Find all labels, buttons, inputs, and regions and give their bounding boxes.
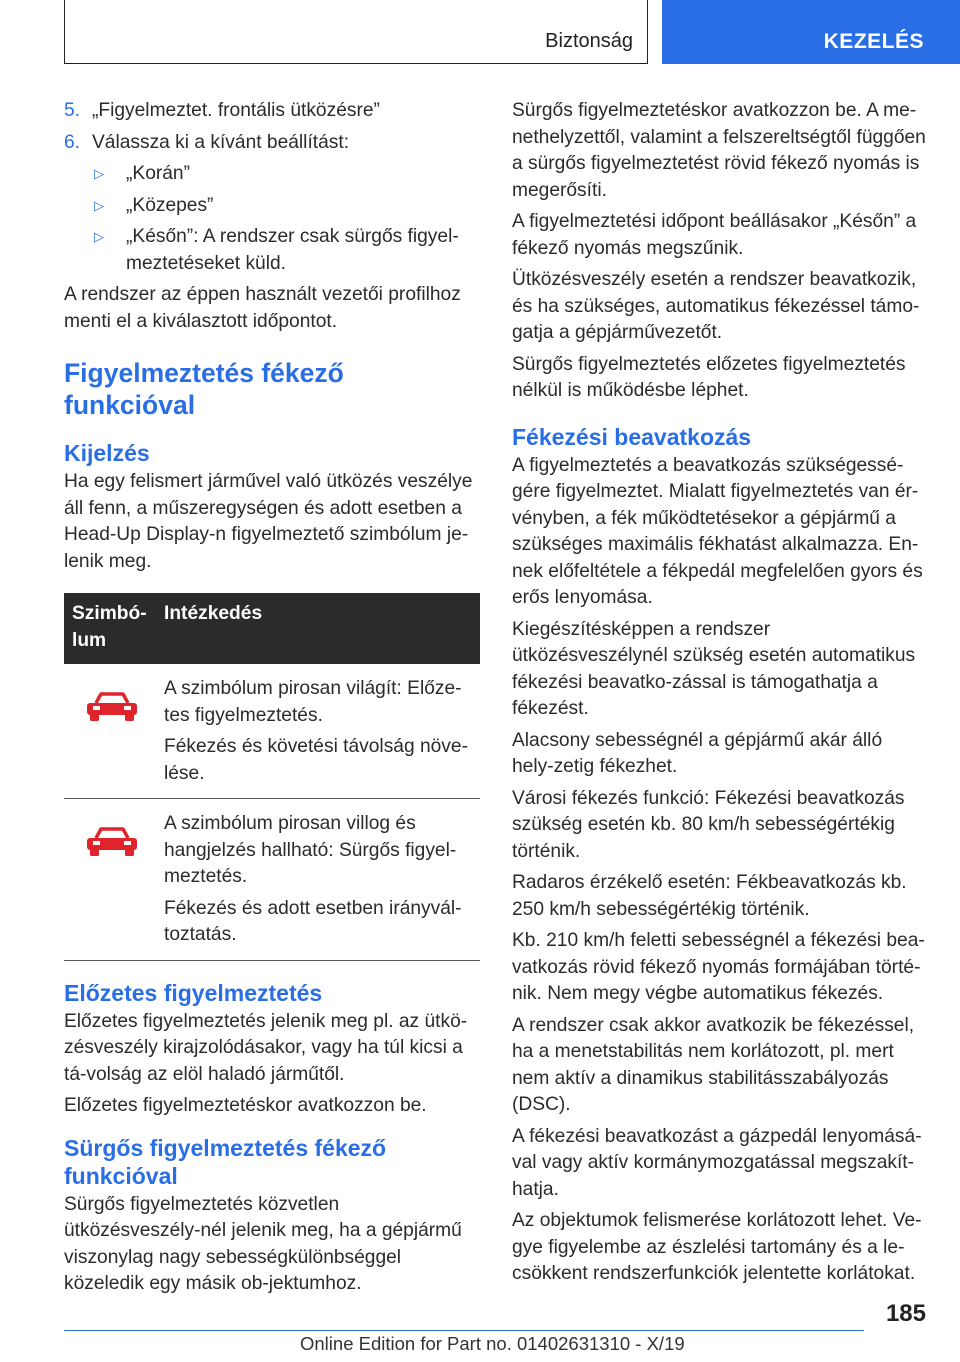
chapter-title: KEZELÉS bbox=[823, 30, 924, 53]
option-text: „Korán” bbox=[126, 163, 190, 184]
paragraph: Sürgős figyelmeztetéskor avatkozzon be. A me-nethelyzettől, valamint a felszereltségtől függően a sürgős figyelmeztetést rövid fékező nyomás is megerősíti. bbox=[512, 100, 926, 201]
footer-divider bbox=[64, 1330, 864, 1331]
paragraph: Radaros érzékelő esetén: Fékbeavatkozás kb. 250 km/h sebességértékig történik. bbox=[512, 872, 907, 920]
table-text: A szimbólum pirosan villog és hangjelzés hallható: Sürgős figyel-meztetés. bbox=[164, 813, 457, 887]
paragraph: A figyelmeztetési időpont beállásakor „Későn” a fékező nyomás megszűnik. bbox=[512, 211, 917, 259]
option-item bbox=[92, 161, 480, 188]
red-car-icon bbox=[64, 676, 164, 792]
list-number: 6. bbox=[64, 131, 81, 153]
paragraph: Az objektumok felismerése korlátozott lehet. Ve-gye figyelembe az észlelési tartomány és a le-csökkent rendszerfunkciók jelentette korlátokat. bbox=[512, 1210, 922, 1284]
option-text: „Közepes” bbox=[126, 194, 214, 216]
paragraph: A rendszer csak akkor avatkozik be fékezéssel, ha a menetstabilitás nem korlátozott, pl. mert nem aktív a dinamikus stabilitásszabályozás (DSC). bbox=[512, 1014, 915, 1115]
heading-urgent-warning: Sürgős figyelmeztetés fékező funkcióval bbox=[64, 1134, 387, 1189]
paragraph: Alacsony sebességnél a gépjármű akár álló hely-zetig fékezhet. bbox=[512, 729, 883, 777]
table-col-action: Intézkedés bbox=[164, 603, 263, 624]
table-col-symbol: Szimbó-lum bbox=[72, 603, 147, 651]
heading-pre-warning: Előzetes figyelmeztetés bbox=[64, 979, 323, 1006]
left-column bbox=[64, 98, 480, 1303]
paragraph: A rendszer az éppen használt vezetői profilhoz menti el a kiválasztott időpontot. bbox=[64, 284, 461, 332]
paragraph: A fékezési beavatkozást a gázpedál lenyomásá-val vagy aktív kormánymozgatással megszakít-hatja. bbox=[512, 1125, 922, 1200]
table-row bbox=[64, 664, 480, 799]
triangle-bullet-icon: ▷ bbox=[94, 197, 104, 213]
triangle-bullet-icon: ▷ bbox=[94, 229, 104, 244]
list-item bbox=[64, 98, 480, 125]
table-row bbox=[64, 799, 480, 961]
table-cell-action bbox=[164, 811, 480, 954]
list-text: Válassza ki a kívánt beállítást: bbox=[92, 131, 350, 153]
section-title: Biztonság bbox=[545, 30, 633, 52]
table-text: Fékezés és követési távolság növe-lése. bbox=[164, 736, 468, 784]
paragraph: Előzetes figyelmeztetéskor avatkozzon be. bbox=[64, 1095, 427, 1116]
table-text: A szimbólum pirosan világít: Előze-tes figyelmeztetés. bbox=[164, 678, 462, 726]
heading-display: Kijelzés bbox=[64, 440, 150, 466]
list-item bbox=[64, 130, 480, 157]
heading-main: Figyelmeztetés fékező funkcióval bbox=[64, 358, 344, 420]
paragraph: Ütközésveszély esetén a rendszer beavatkozik, és ha szükséges, automatikus fékezéssel támo-gatja a gépjárművezetőt. bbox=[512, 269, 920, 343]
list-number: 5. bbox=[64, 100, 81, 121]
table-cell-action bbox=[164, 676, 480, 792]
paragraph: Kb. 210 km/h feletti sebességnél a fékezési bea-vatkozás rövid fékező nyomás formájában törté-nik. Nem megy végbe automatikus fékezés. bbox=[512, 930, 925, 1004]
paragraph: Városi fékezés funkció: Fékezési beavatkozás szükség esetén kb. 80 km/h sebességértékig történik. bbox=[512, 787, 905, 862]
option-item bbox=[92, 224, 480, 277]
paragraph: Sürgős figyelmeztetés közvetlen ütközésveszély-nél jelenik meg, ha a gépjármű viszonylag nagy sebességkülönbséggel közeledik egy másik ob-jektumhoz. bbox=[64, 1193, 462, 1294]
paragraph: Sürgős figyelmeztetés előzetes figyelmeztetés nélkül is működésbe léphet. bbox=[512, 353, 906, 401]
paragraph: A figyelmeztetés a beavatkozás szükségessé-gére figyelmeztet. Mialatt figyelmeztetés van ér-vényben, a fék működtetésekor a gépjármű a szükséges maximális fékhatást alkalmazza. En-nek előfeltétele a fékpedál megfelelően gyors és erős lenyomása. bbox=[512, 454, 923, 608]
paragraph: Ha egy felismert járművel való ütközés veszélye áll fenn, a műszeregységen és adott esetben a Head-Up Display-n figyelmeztető szimbólum je-lenik meg. bbox=[64, 471, 473, 572]
symbol-table bbox=[64, 593, 480, 961]
triangle-bullet-icon: ▷ bbox=[94, 166, 104, 181]
header-left-box bbox=[64, 0, 648, 64]
right-column bbox=[512, 98, 927, 1293]
red-car-icon bbox=[64, 811, 164, 954]
paragraph: Kiegészítésképpen a rendszer ütközésveszélynél szükség esetén automatikus fékezési beavatko-zással is támogathatja a fékezést. bbox=[512, 618, 916, 719]
table-header bbox=[64, 593, 480, 664]
chapter-tab[interactable] bbox=[662, 0, 960, 64]
paragraph: Előzetes figyelmeztetés jelenik meg pl. az ütkö-zésveszély kirajzolódásakor, vagy ha túl kicsi a tá-volság az elöl haladó járműtől. bbox=[64, 1010, 468, 1085]
footer-edition: Online Edition for Part no. 01402631310 - X/19 bbox=[300, 1333, 685, 1354]
option-text: „Későn”: A rendszer csak sürgős figyel-meztetéseket küld. bbox=[126, 226, 459, 274]
list-text: „Figyelmeztet. frontális ütközésre” bbox=[92, 100, 380, 121]
option-item bbox=[92, 193, 480, 220]
page-number: 185 bbox=[885, 1300, 926, 1327]
heading-brake-intervention: Fékezési beavatkozás bbox=[512, 423, 752, 450]
table-text: Fékezés és adott esetben irányvál-toztatás. bbox=[164, 897, 462, 945]
